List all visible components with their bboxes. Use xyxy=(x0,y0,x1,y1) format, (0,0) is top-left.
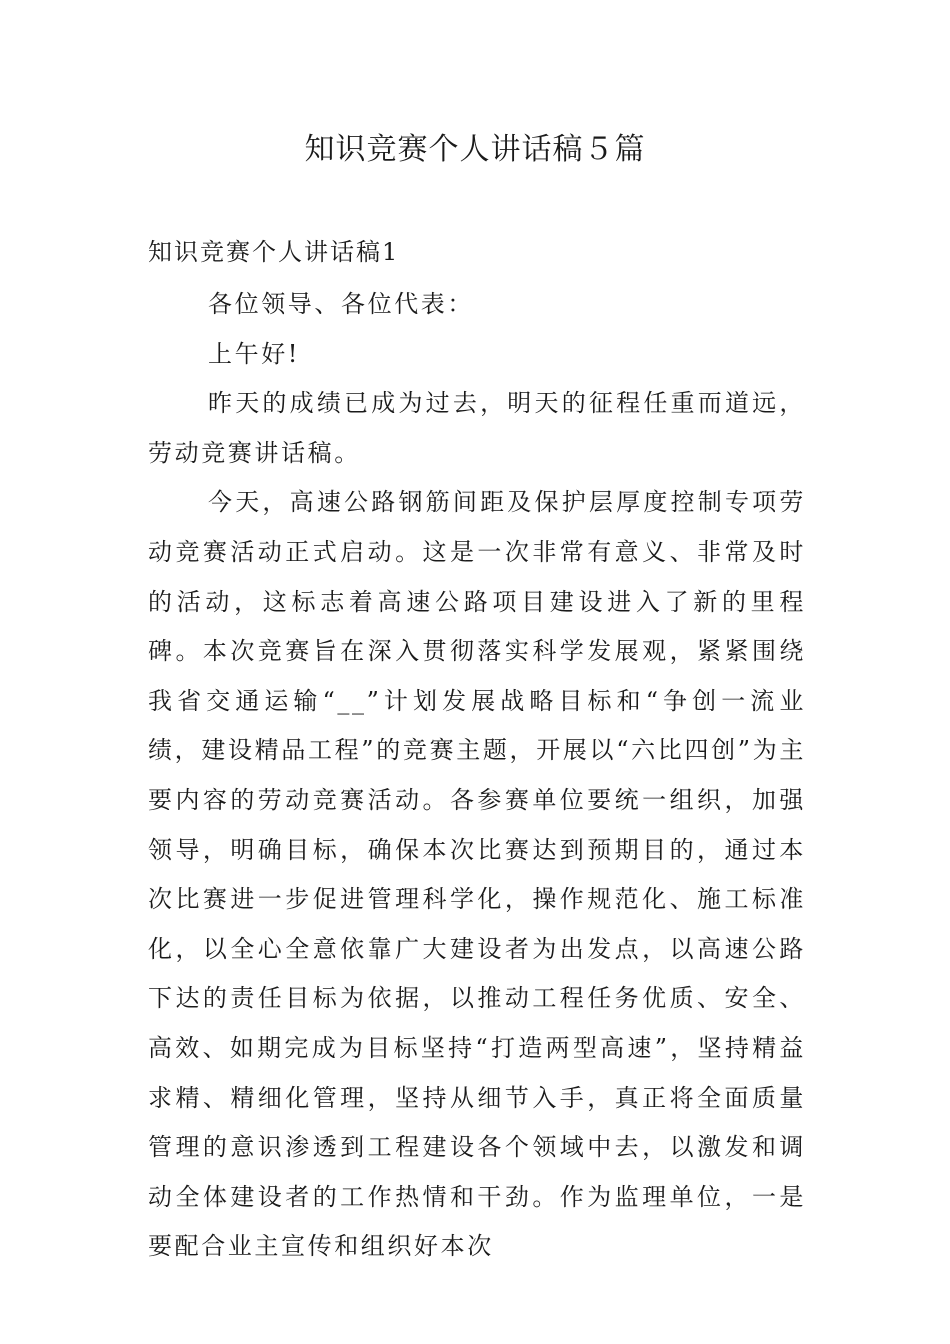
greeting-paragraph: 上午好! xyxy=(208,339,301,368)
body-paragraph: 昨天的成绩已成为过去，明天的征程任重而道远，劳动竞赛讲话稿。 xyxy=(148,389,806,467)
document-body xyxy=(148,280,806,1272)
page-title: 知识竞赛个人讲话稿５篇 xyxy=(304,132,646,167)
section-heading: 知识竞赛个人讲话稿1 xyxy=(148,238,400,266)
salutation-paragraph: 各位领导、各位代表： xyxy=(208,290,474,318)
body-paragraph: 今天，高速公路钢筋间距及保护层厚度控制专项劳动竞赛活动正式启动。这是一次非常有意义、非常及时的活动，这标志着高速公路项目建设进入了新的里程碑。本次竞赛旨在深入贯彻落实科学发展观，紧紧围绕我省交通运输“__”计划发展战略目标和“争创一流业绩，建设精品工程”的竞赛主题，开展以“六比四创”为主要内容的劳动竞赛活动。各参赛单位要统一组织，加强领导，明确目标，确保本次比赛达到预期目的，通过本次比赛进一步促进管理科学化，操作规范化、施工标准化，以全心全意依靠广大建设者为出发点，以高速公路下达的责任目标为依据，以推动工程任务优质、安全、高效、如期完成为目标坚持“打造两型高速”，坚持精益求精、精细化管理，坚持从细节入手，真正将全面质量管理的意识渗透到工程建设各个领域中去，以激发和调动全体建设者的工作热情和干劲。作为监理单位，一是要配合业主宣传和组织好本次 xyxy=(148,488,806,1261)
